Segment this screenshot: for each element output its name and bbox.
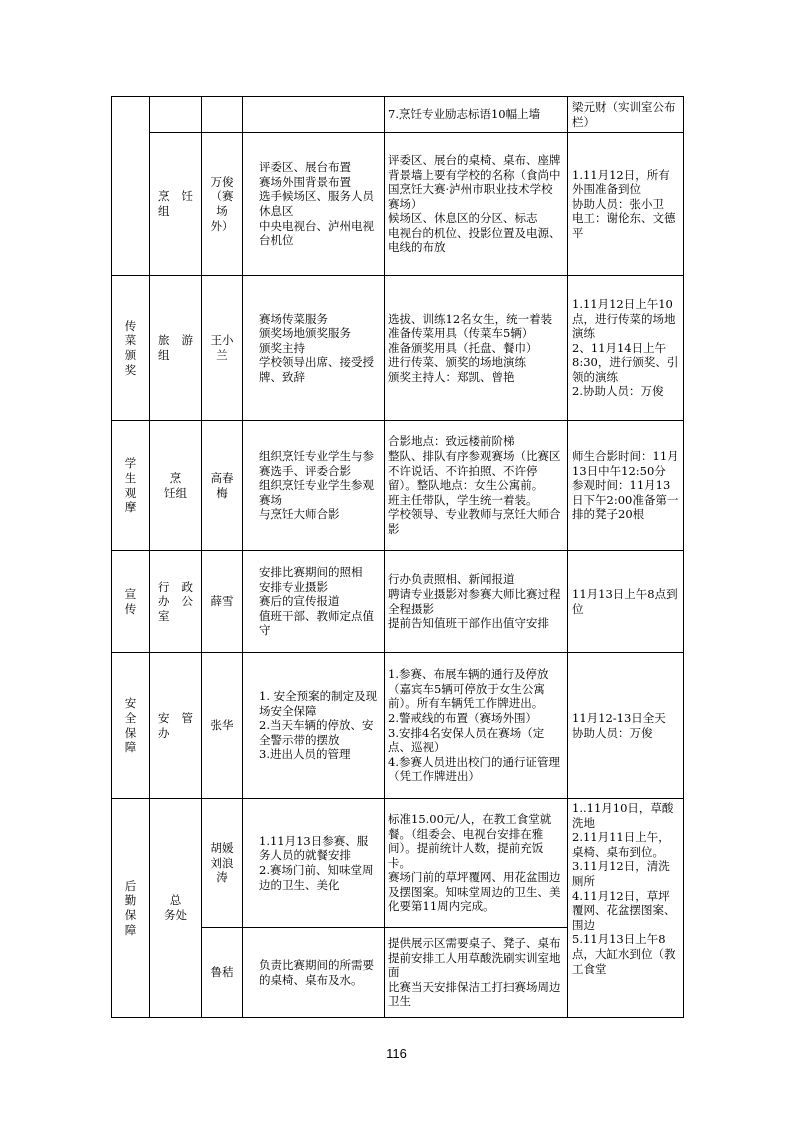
person-cell: 高春 梅 [202, 421, 243, 551]
dept-cell: 安 管 办 [150, 653, 202, 799]
dept-cell: 旅 游 组 [150, 276, 202, 421]
category-cell: 传 菜 颁 奖 [112, 276, 150, 421]
time-cell: 梁元财（实训室公布栏） [568, 97, 684, 133]
time-cell: 11月13日上午8点到位 [568, 551, 684, 653]
note-cell: 行办负责照相、新闻报道 聘请专业摄影对参赛大师比赛过程全程摄影 提前告知值班干部作出值守安排 [385, 551, 568, 653]
note-cell: 选拔、训练12名女生，统一着装 准备传菜用具（传菜车5辆） 准备颁奖用具（托盘、餐巾） 进行传菜、颁奖的场地演练 颁奖主持人：郑凯、曾艳 [385, 276, 568, 421]
category-cell: 学 生 观 摩 [112, 421, 150, 551]
dept-cell: 烹 饪组 [150, 421, 202, 551]
duty-cell: 1.11月13日参赛、服务人员的就餐安排 2.赛场门前、知味堂周边的卫生、美化 [243, 799, 385, 928]
duty-cell [243, 97, 385, 133]
note-cell: 7.烹饪专业励志标语10幅上墙 [385, 97, 568, 133]
dept-cell: 行 政 办公 室 [150, 551, 202, 653]
table-row [112, 133, 684, 276]
table-row [112, 421, 684, 551]
person-cell: 胡媛 刘浪 涛 [202, 799, 243, 928]
table-row [112, 97, 684, 133]
duty-cell: 赛场传菜服务 颁奖场地颁奖服务 颁奖主持 学校领导出席、接受授牌、致辞 [243, 276, 385, 421]
dept-cell: 总 务处 [150, 799, 202, 1018]
person-cell [202, 97, 243, 133]
note-cell: 标准15.00元/人，在教工食堂就餐。（组委会、电视台安排在雅间）。提前统计人数，提前充饭卡。 赛场门前的草坪覆网、用花盆围边及摆图案。知味堂周边的卫生、美化要第11周内完成。 [385, 799, 568, 928]
time-cell: 11月12-13日全天 协助人员：万俊 [568, 653, 684, 799]
note-cell: 合影地点：致远楼前阶梯 整队、排队有序参观赛场（比赛区不许说话、不许拍照、不许停留）。整队地点：女生公寓前。 班主任带队，学生统一着装。 学校领导、专业教师与烹饪大师合影 [385, 421, 568, 551]
category-cell [112, 97, 150, 276]
note-cell: 1.参赛、布展车辆的通行及停放（嘉宾车5辆可停放于女生公寓前）。所有车辆凭工作牌进出。 2.警戒线的布置（赛场外围） 3.安排4名安保人员在赛场（定点、巡视） 4.参赛人员进出校门的通行证管理（凭工作牌进出） [385, 653, 568, 799]
duty-cell: 负责比赛期间的所需要的桌椅、桌布及水。 [243, 928, 385, 1018]
category-cell: 宣 传 [112, 551, 150, 653]
person-cell: 王小 兰 [202, 276, 243, 421]
note-cell: 评委区、展台的桌椅、桌布、座牌 背景墙上要有学校的名称（食尚中国烹饪大赛·泸州市职业技术学校赛场） 候场区、休息区的分区、标志 电视台的机位、投影位置及电源、电线的布放 [385, 133, 568, 276]
person-cell: 鲁秸 [202, 928, 243, 1018]
category-cell: 安 全 保 障 [112, 653, 150, 799]
page-number: 116 [386, 1046, 407, 1061]
duty-cell: 安排比赛期间的照相 安排专业摄影 赛后的宣传报道 值班干部、教师定点值守 [243, 551, 385, 653]
person-cell: 张华 [202, 653, 243, 799]
duty-cell: 1. 安全预案的制定及现场安全保障 2.当天车辆的停放、安全警示带的摆放 3.进出人员的管理 [243, 653, 385, 799]
time-cell: 1..11月10日，草酸洗地 2.11月11日上午，桌椅、桌布到位。 3.11月12日，清洗厕所 4.11月12日，草坪覆网、花盆摆图案、围边 5.11月13日上午8点，大缸水到位（教工食堂 [568, 799, 684, 1018]
table-row [112, 799, 684, 928]
category-cell: 后 勤 保 障 [112, 799, 150, 1018]
time-cell: 1.11月12日上午10点，进行传菜的场地演练 2、11月14日上午8:30，进行颁奖、引领的演练 2.协助人员：万俊 [568, 276, 684, 421]
dept-cell [150, 97, 202, 133]
arrangement-table [111, 96, 684, 1018]
table-row [112, 551, 684, 653]
time-cell: 1.11月12日，所有外围准备到位 协助人员：张小卫 电工：谢伦东、文德平 [568, 133, 684, 276]
person-cell: 薛雪 [202, 551, 243, 653]
note-cell: 提供展示区需要桌子、凳子、桌布 提前安排工人用草酸洗刷实训室地面 比赛当天安排保洁工打扫赛场周边卫生 [385, 928, 568, 1018]
table-row [112, 653, 684, 799]
person-cell: 万俊 （赛 场 外） [202, 133, 243, 276]
table-row [112, 276, 684, 421]
duty-cell: 组织烹饪专业学生与参赛选手、评委合影 组织烹饪专业学生参观赛场 与烹饪大师合影 [243, 421, 385, 551]
duty-cell: 评委区、展台布置 赛场外围背景布置 选手候场区、服务人员休息区 中央电视台、泸州电视台机位 [243, 133, 385, 276]
dept-cell: 烹 饪 组 [150, 133, 202, 276]
time-cell: 师生合影时间：11月13日中午12:50分 参观时间：11月13日下午2:00准备第一排的凳子20根 [568, 421, 684, 551]
